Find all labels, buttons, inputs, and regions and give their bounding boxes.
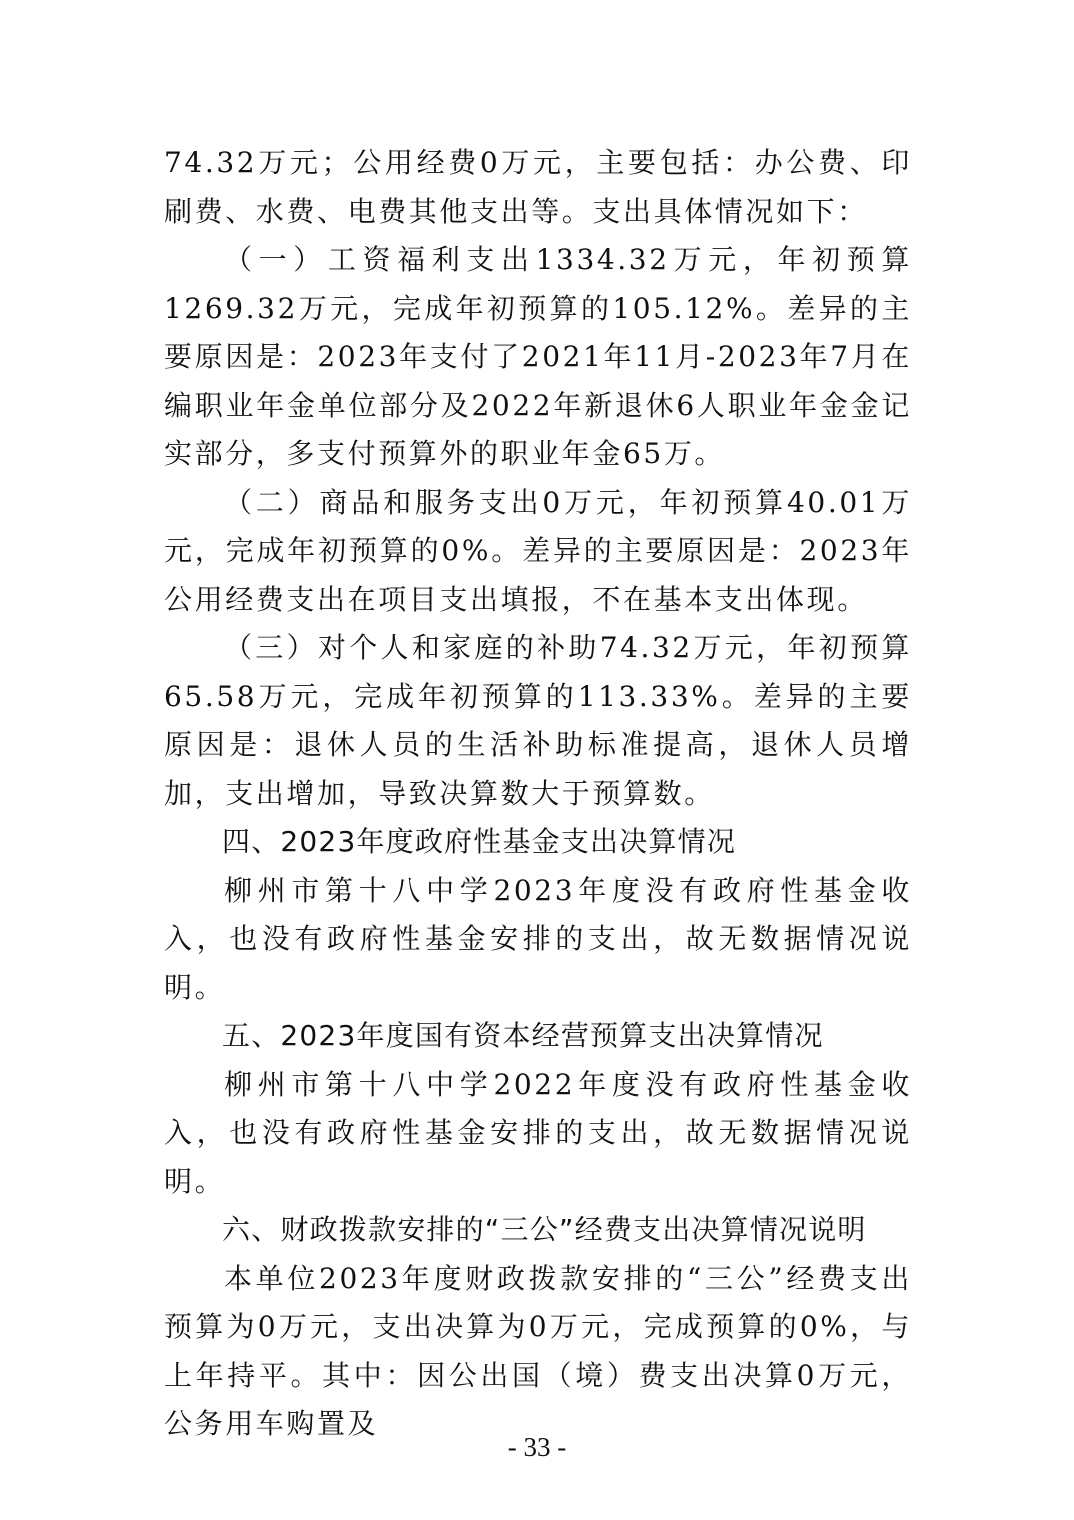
section-heading-state-capital: 五、2023年度国有资本经营预算支出决算情况: [222, 1019, 824, 1052]
page-number: - 33 -: [507, 1432, 567, 1462]
document-body: [164, 139, 912, 1449]
section-heading-government-fund: 四、2023年度政府性基金支出决算情况: [222, 825, 737, 858]
paragraph-wages-benefits: （一）工资福利支出1334.32万元，年初预算1269.32万元，完成年初预算的105.12%。差异的主要原因是：2023年支付了2021年11月-2023年7月在编职业年金单位部分及2022年新退休6人职业年金金记实部分，多支付预算外的职业年金65万。: [164, 243, 912, 470]
paragraph-government-fund: 柳州市第十八中学2023年度没有政府性基金收入，也没有政府性基金安排的支出，故无数据情况说明。: [164, 873, 912, 1004]
paragraph-goods-services: （二）商品和服务支出0万元，年初预算40.01万元，完成年初预算的0%。差异的主要原因是：2023年公用经费支出在项目支出填报，不在基本支出体现。: [164, 485, 912, 616]
section-heading-three-public-expenses: 六、财政拨款安排的“三公”经费支出决算情况说明: [222, 1213, 867, 1246]
paragraph-state-capital: 柳州市第十八中学2022年度没有政府性基金收入，也没有政府性基金安排的支出，故无数据情况说明。: [164, 1067, 912, 1198]
paragraph-continuation: 74.32万元；公用经费0万元，主要包括：办公费、印刷费、水费、电费其他支出等。支出具体情况如下：: [164, 146, 912, 228]
paragraph-personal-household-subsidy: （三）对个人和家庭的补助74.32万元，年初预算65.58万元，完成年初预算的113.33%。差异的主要原因是：退休人员的生活补助标准提高，退休人员增加，支出增加，导致决算数大于预算数。: [164, 631, 912, 810]
paragraph-three-public-expenses: 本单位2023年度财政拨款安排的“三公”经费支出预算为0万元，支出决算为0万元，完成预算的0%，与上年持平。其中：因公出国（境）费支出决算0万元，公务用车购置及: [164, 1261, 912, 1440]
